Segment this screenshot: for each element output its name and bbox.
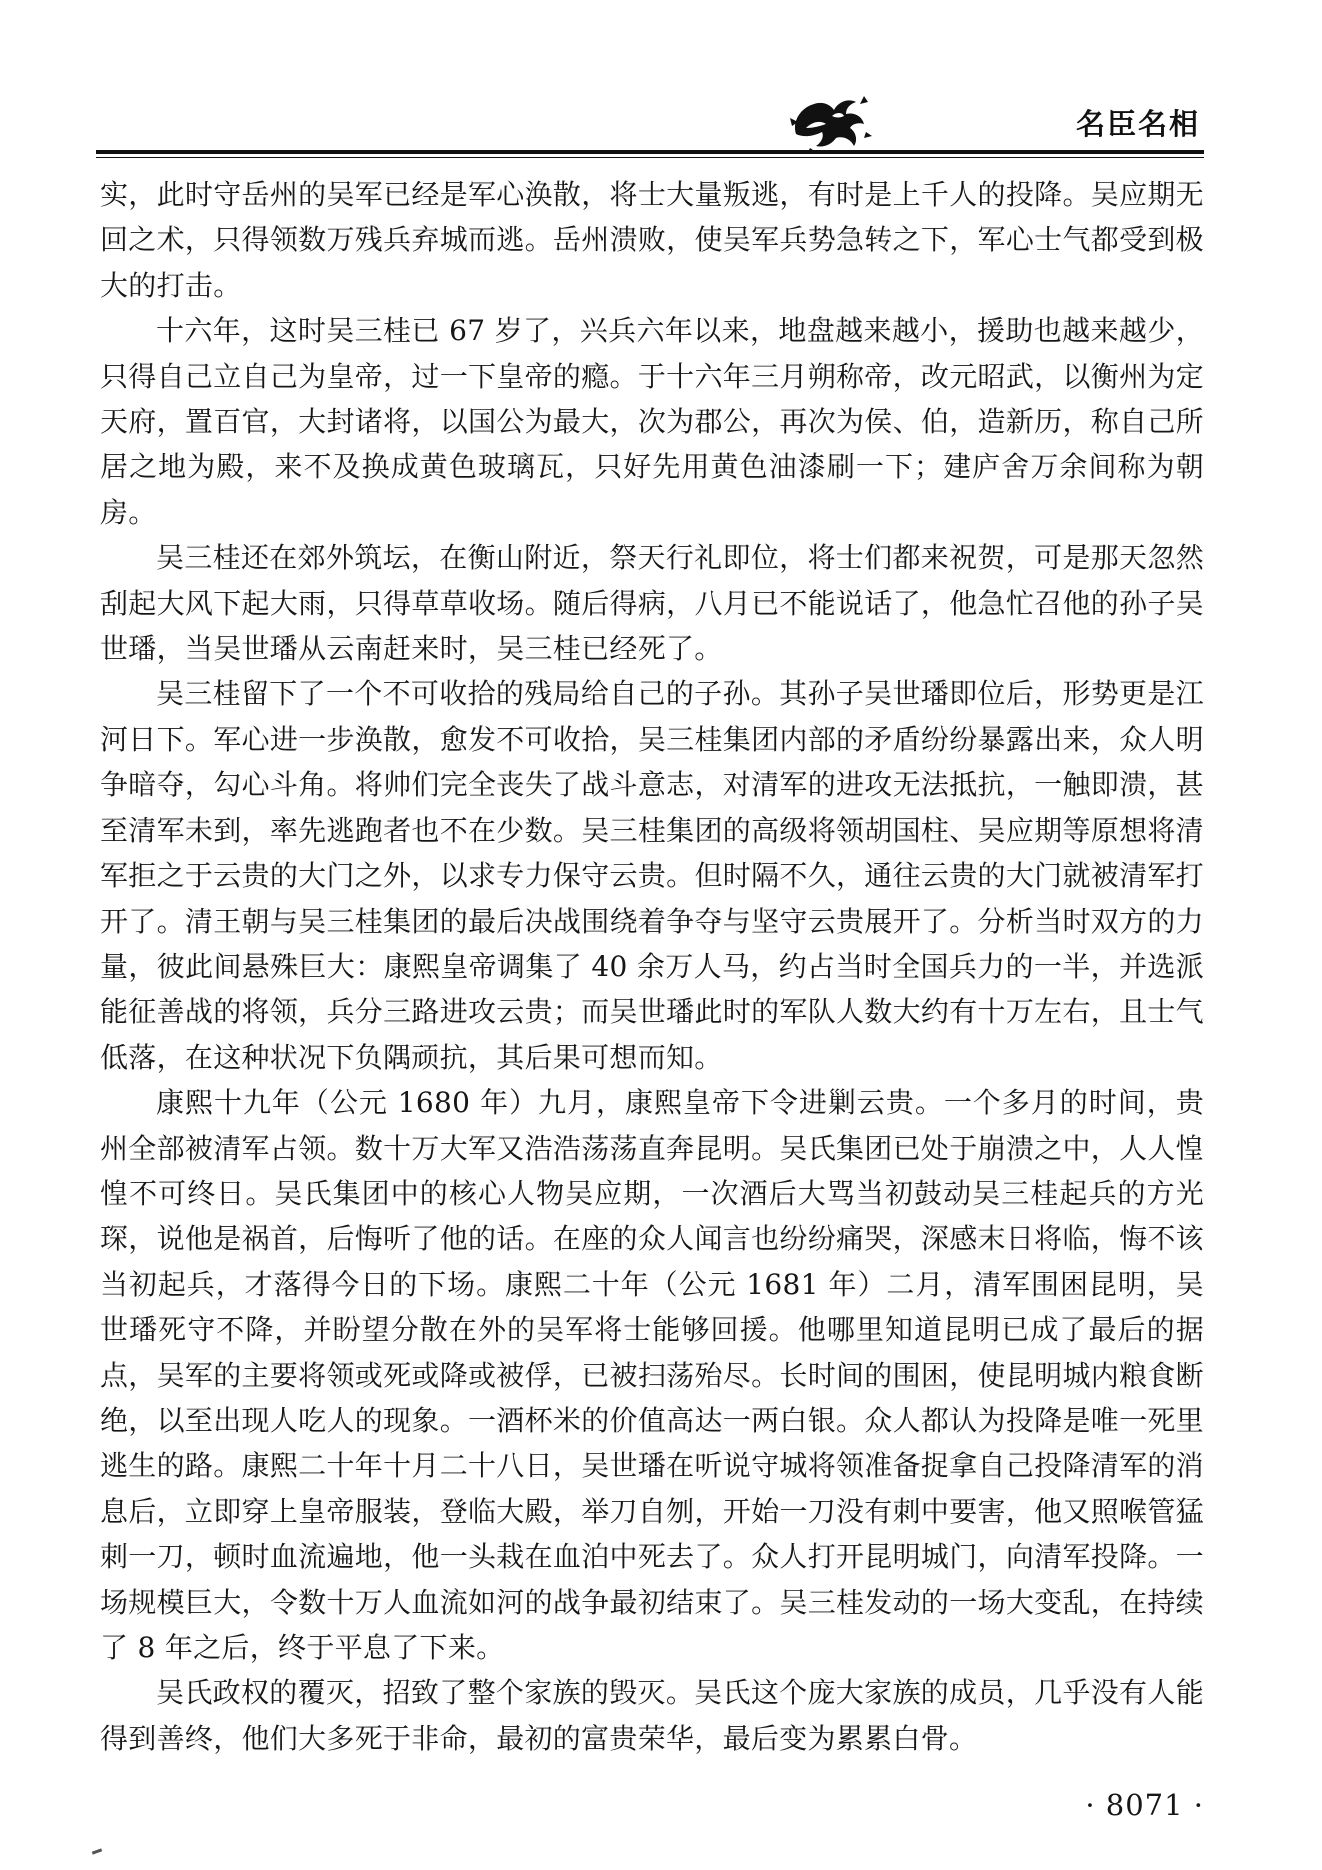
- page-number: · 8071 ·: [1085, 1788, 1204, 1822]
- paragraph: 吴三桂还在郊外筑坛，在衡山附近，祭天行礼即位，将士们都来祝贺，可是那天忽然刮起大风下起大雨，只得草草收场。随后得病，八月已不能说话了，他急忙召他的孙子吴世璠，当吴世璠从云南赶来时，吴三桂已经死了。: [100, 541, 1204, 666]
- paragraph: 十六年，这时吴三桂已 67 岁了，兴兵六年以来，地盘越来越小，援助也越来越少，只得自己立自己为皇帝，过一下皇帝的瘾。于十六年三月朔称帝，改元昭武，以衡州为定天府，置百官，大封诸将，以国公为最大，次为郡公，再次为侯、伯，造新历，称自己所居之地为殿，来不及换成黄色玻璃瓦，只好先用黄色油漆刷一下；建庐舍万余间称为朝房。: [100, 314, 1204, 529]
- dragon-emblem-icon: [786, 88, 874, 154]
- article-body: [100, 172, 1204, 1761]
- section-title: 名臣名相: [1075, 107, 1200, 141]
- header-rule-thin: [96, 157, 1204, 158]
- paragraph: 吴氏政权的覆灭，招致了整个家族的毁灭。吴氏这个庞大家族的成员，几乎没有人能得到善终，他们大多死于非命，最初的富贵荣华，最后变为累累白骨。: [100, 1676, 1204, 1755]
- paragraph: 实，此时守岳州的吴军已经是军心涣散，将士大量叛逃，有时是上千人的投降。吴应期无回之术，只得领数万残兵弃城而逃。岳州溃败，使吴军兵势急转之下，军心士气都受到极大的打击。: [100, 178, 1204, 302]
- scan-speck: [92, 1848, 102, 1854]
- paragraph: 吴三桂留下了一个不可收拾的残局给自己的子孙。其孙子吴世璠即位后，形势更是江河日下。军心进一步涣散，愈发不可收拾，吴三桂集团内部的矛盾纷纷暴露出来，众人明争暗夺，勾心斗角。将帅们完全丧失了战斗意志，对清军的进攻无法抵抗，一触即溃，甚至清军未到，率先逃跑者也不在少数。吴三桂集团的高级将领胡国柱、吴应期等原想将清军拒之于云贵的大门之外，以求专力保守云贵。但时隔不久，通往云贵的大门就被清军打开了。清王朝与吴三桂集团的最后决战围绕着争夺与坚守云贵展开了。分析当时双方的力量，彼此间悬殊巨大：康熙皇帝调集了 40 余万人马，约占当时全国兵力的一半，并选派能征善战的将领，兵分三路进攻云贵；而吴世璠此时的军队人数大约有十万左右，且士气低落，在这种状况下负隅顽抗，其后果可想而知。: [100, 677, 1204, 1074]
- paragraph: 康熙十九年（公元 1680 年）九月，康熙皇帝下令进剿云贵。一个多月的时间，贵州全部被清军占领。数十万大军又浩浩荡荡直奔昆明。吴氏集团已处于崩溃之中，人人惶惶不可终日。吴氏集团中的核心人物吴应期，一次酒后大骂当初鼓动吴三桂起兵的方光琛，说他是祸首，后悔听了他的话。在座的众人闻言也纷纷痛哭，深感末日将临，悔不该当初起兵，才落得今日的下场。康熙二十年（公元 1681 年）二月，清军围困昆明，吴世璠死守不降，并盼望分散在外的吴军将士能够回援。他哪里知道昆明已成了最后的据点，吴军的主要将领或死或降或被俘，已被扫荡殆尽。长时间的围困，使昆明城内粮食断绝，以至出现人吃人的现象。一酒杯米的价值高达一两白银。众人都认为投降是唯一死里逃生的路。康熙二十年十月二十八日，吴世璠在听说守城将领准备捉拿自己投降清军的消息后，立即穿上皇帝服装，登临大殿，举刀自刎，开始一刀没有刺中要害，他又照喉管猛刺一刀，顿时血流遍地，他一头栽在血泊中死去了。众人打开昆明城门，向清军投降。一场规模巨大，令数十万人血流如河的战争最初结束了。吴三桂发动的一场大变乱，在持续了 8 年之后，终于平息了下来。: [100, 1086, 1204, 1664]
- header-rule: [96, 150, 1204, 154]
- page-header: [96, 88, 1204, 158]
